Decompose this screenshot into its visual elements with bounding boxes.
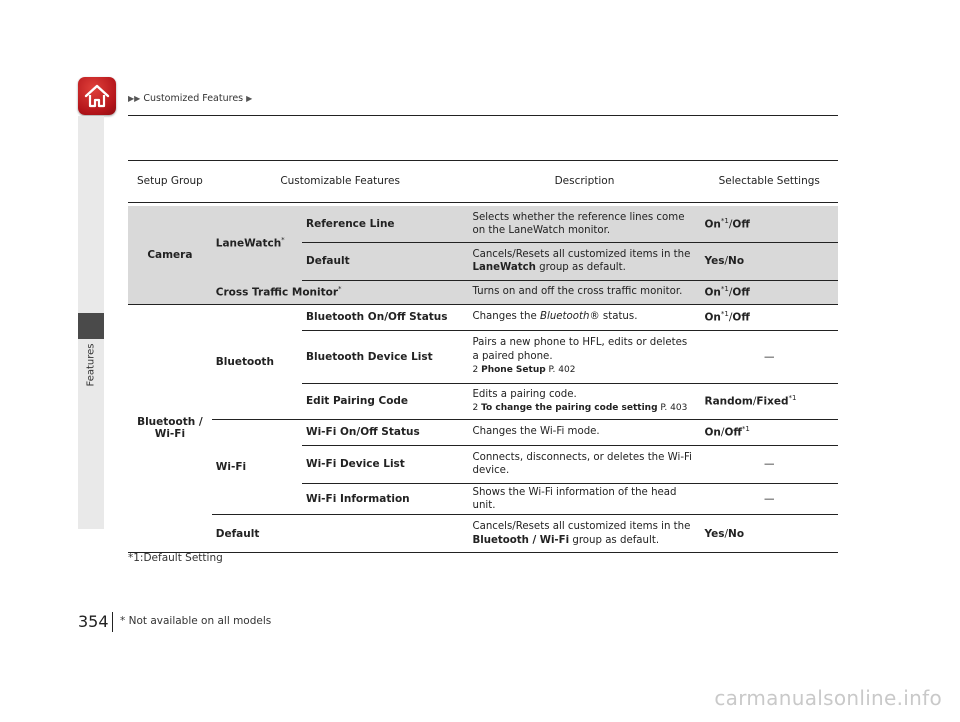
setting-bluetooth-device-list: — (700, 330, 838, 383)
feature-lanewatch-default: Default (302, 242, 468, 280)
breadcrumb (128, 93, 252, 104)
page-number: 354 (78, 612, 109, 631)
reference-arrow-icon: 2 (472, 402, 479, 413)
breadcrumb-arrow-icon: ▶▶ (128, 94, 141, 103)
desc-cross-traffic-monitor: Turns on and off the cross traffic monitor. (468, 280, 700, 304)
table-row (128, 515, 838, 553)
col-header-description: Description (468, 161, 700, 203)
feature-lanewatch: LaneWatch* (212, 206, 302, 280)
reference-link[interactable]: Phone Setup (481, 364, 546, 375)
desc-bluetooth-device-list: Pairs a new phone to HFL, edits or deletes a paired phone. 2 Phone Setup P. 402 (468, 330, 700, 383)
setting-reference-line: On$^{*1}$/Off (700, 206, 838, 242)
feature-bt-wifi-default: Default (212, 515, 469, 553)
group-bluetooth-wifi: Bluetooth / Wi-Fi (128, 304, 212, 553)
table-row (128, 419, 838, 445)
table-row (128, 280, 838, 304)
desc-reference-line: Selects whether the reference lines come on the LaneWatch monitor. (468, 206, 700, 242)
feature-wifi-onoff: Wi-Fi On/Off Status (302, 419, 468, 445)
setting-edit-pairing-code: Random/Fixed$^{*1}$ (700, 383, 838, 419)
table-row (128, 206, 838, 242)
reference-link[interactable]: To change the pairing code setting (481, 402, 658, 413)
desc-bluetooth-onoff: Changes the Bluetooth® status. (468, 304, 700, 330)
feature-bluetooth-onoff: Bluetooth On/Off Status (302, 304, 468, 330)
col-header-customizable-features: Customizable Features (212, 161, 469, 203)
setting-wifi-onoff: On/Off$^{*1}$ (700, 419, 838, 445)
breadcrumb-link[interactable]: Customized Features (143, 93, 244, 104)
group-camera: Camera (128, 206, 212, 304)
desc-wifi-information: Shows the Wi-Fi information of the head unit. (468, 483, 700, 515)
feature-bluetooth-device-list: Bluetooth Device List (302, 330, 468, 383)
feature-cross-traffic-monitor: Cross Traffic Monitor* (212, 280, 469, 304)
setting-cross-traffic-monitor: On$^{*1}$/Off (700, 280, 838, 304)
setting-bt-wifi-default: Yes/No (700, 515, 838, 553)
desc-wifi-onoff: Changes the Wi-Fi mode. (468, 419, 700, 445)
setting-wifi-device-list: — (700, 445, 838, 483)
setting-lanewatch-default: Yes/No (700, 242, 838, 280)
reference-arrow-icon: 2 (472, 364, 479, 375)
desc-edit-pairing-code: Edits a pairing code. 2 To change the pairing code setting P. 403 (468, 383, 700, 419)
default-setting-footnote: *1:Default Setting (128, 552, 223, 564)
desc-lanewatch-default: Cancels/Resets all customized items in the LaneWatch group as default. (468, 242, 700, 280)
page-note-divider (112, 612, 113, 632)
desc-bt-wifi-default: Cancels/Resets all customized items in the Bluetooth / Wi-Fi group as default. (468, 515, 700, 553)
feature-bluetooth: Bluetooth (212, 304, 302, 419)
desc-wifi-device-list: Connects, disconnects, or deletes the Wi-Fi device. (468, 445, 700, 483)
setting-bluetooth-onoff: On$^{*1}$/Off (700, 304, 838, 330)
setting-wifi-information: — (700, 483, 838, 515)
feature-edit-pairing-code: Edit Pairing Code (302, 383, 468, 419)
feature-reference-line: Reference Line (302, 206, 468, 242)
feature-wifi-information: Wi-Fi Information (302, 483, 468, 515)
home-icon (83, 82, 111, 110)
customized-features-table (128, 160, 838, 553)
side-tab[interactable] (78, 116, 104, 313)
table-header-row (128, 161, 838, 203)
col-header-setup-group: Setup Group (128, 161, 212, 203)
feature-wifi-device-list: Wi-Fi Device List (302, 445, 468, 483)
availability-note: * Not available on all models (120, 615, 272, 627)
header-divider (128, 115, 838, 116)
col-header-selectable-settings: Selectable Settings (700, 161, 838, 203)
watermark: carmanualsonline.info (714, 686, 942, 710)
home-button[interactable] (78, 77, 116, 115)
breadcrumb-arrow-icon: ▶ (246, 94, 253, 103)
feature-wifi: Wi-Fi (212, 419, 302, 515)
side-section-label: Features (85, 343, 97, 387)
table-row (128, 304, 838, 330)
